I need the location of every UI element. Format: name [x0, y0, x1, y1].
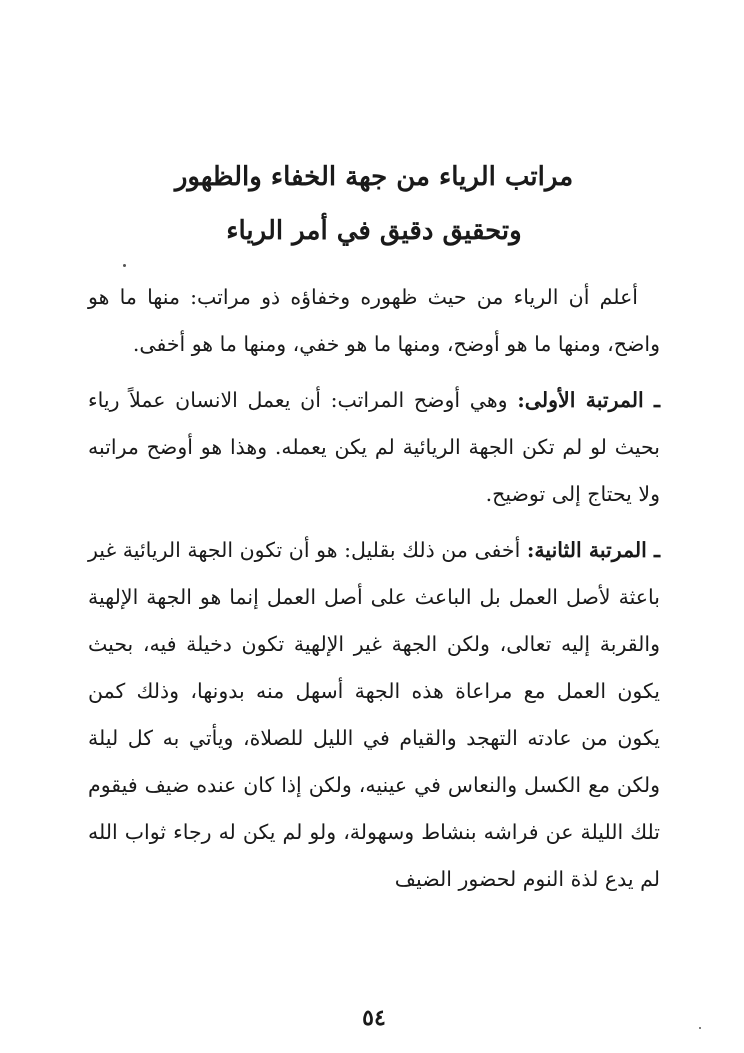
chapter-title [88, 150, 660, 258]
chapter-title-line-2: وتحقيق دقيق في أمر الرياء [226, 216, 522, 246]
document-page [88, 0, 660, 1053]
paragraph-intro [88, 274, 660, 368]
second-level-term: ـ المرتبة الثانية: [526, 538, 660, 562]
ink-speck [123, 264, 126, 267]
paragraph-first-level [88, 377, 660, 518]
body-text [88, 274, 660, 912]
first-level-term: ـ المرتبة الأولى: [517, 388, 660, 412]
paragraph-second-level [88, 527, 660, 903]
ink-speck [699, 1027, 701, 1029]
paragraph-intro-text: أعلم أن الرياء من حيث ظهوره وخفاؤه ذو مراتب: منها ما هو واضح، ومنها ما هو أوضح، ومنها ما هو خفي، ومنها ما هو أخفى. [88, 285, 660, 356]
second-level-text: أخفى من ذلك بقليل: هو أن تكون الجهة الريائية غير باعثة لأصل العمل بل الباعث على أصل العمل إنما هو الجهة الإلهية والقربة إليه تعالى، ولكن الجهة غير الإلهية تكون دخيلة فيه، بحيث يكون العمل مع مراعاة هذه الجهة أسهل منه بدونها، وذلك كمن يكون من عادته التهجد والقيام في الليل للصلاة، ويأتي به كل ليلة ولكن مع الكسل والنعاس في عينيه، ولكن إذا كان عنده ضيف فيقوم تلك الليلة عن فراشه بنشاط وسهولة، ولو لم يكن له رجاء ثواب الله لم يدع لذة النوم لحضور الضيف [88, 538, 660, 891]
page-number: ٥٤ [362, 1005, 386, 1031]
first-level-text: وهي أوضح المراتب: أن يعمل الانسان عملاً رياء بحيث لو لم تكن الجهة الريائية لم يكن يعمله. وهذا هو أوضح مراتبه ولا يحتاج إلى توضيح. [88, 388, 660, 506]
chapter-title-line-1: مراتب الرياء من جهة الخفاء والظهور [174, 162, 574, 192]
